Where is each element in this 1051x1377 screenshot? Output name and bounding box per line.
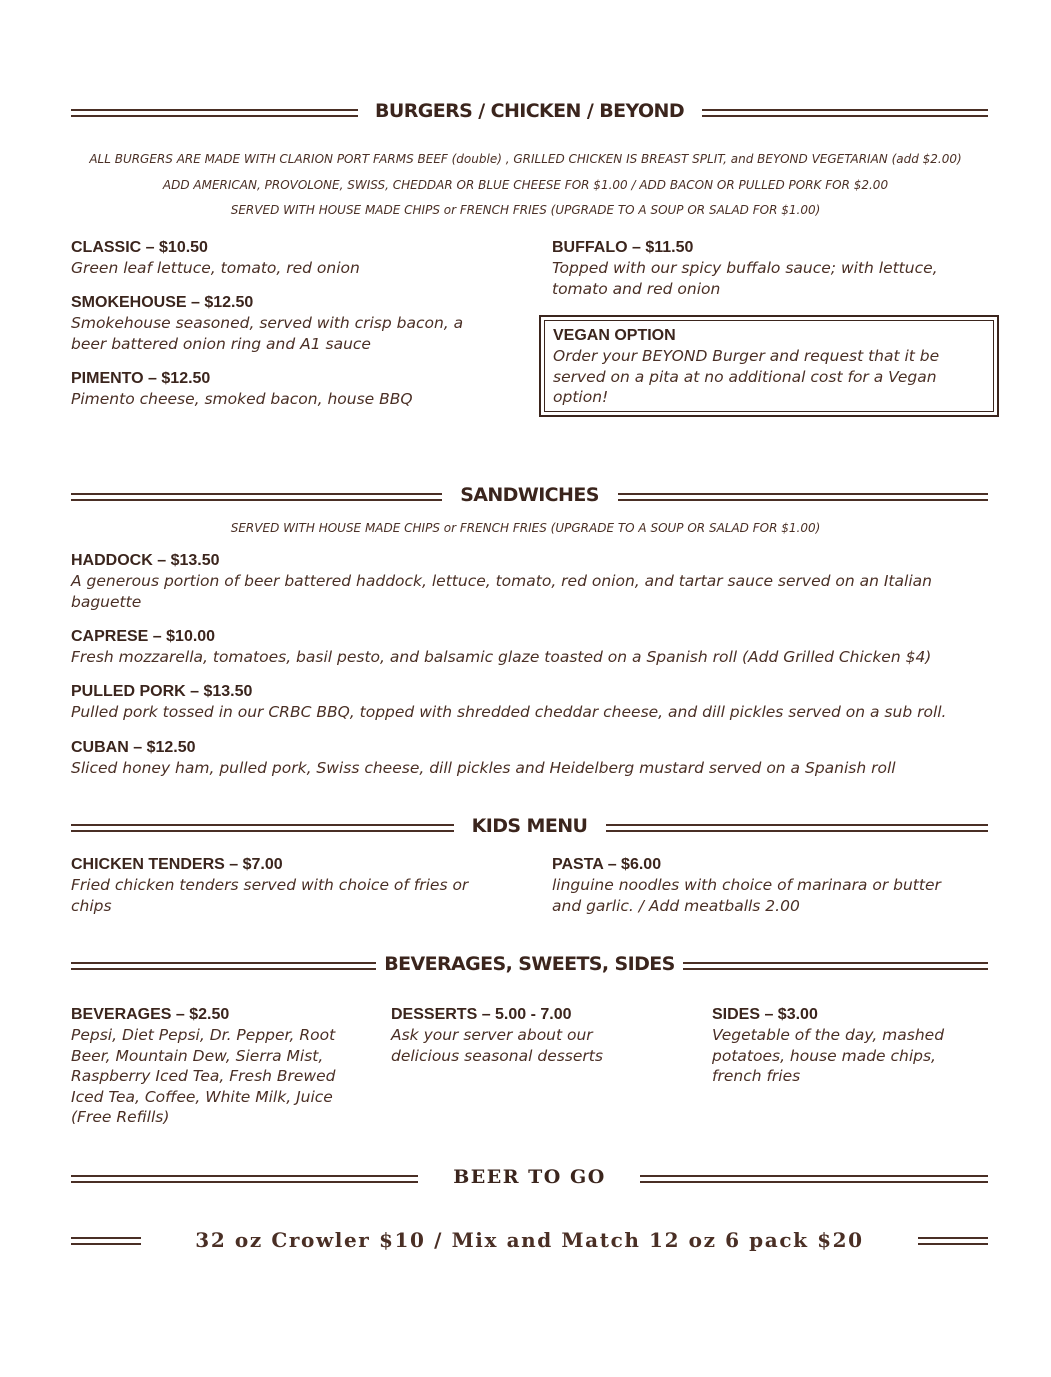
item-desc: Sliced honey ham, pulled pork, Swiss cheese, dill pickles and Heidelberg mustard served on a Spanish roll bbox=[71, 759, 896, 777]
beverages-section-header bbox=[71, 952, 988, 982]
beer-offer: 32 oz Crowler $10 / Mix and Match 12 oz 6 pack $20 bbox=[195, 1228, 864, 1252]
kids-title: KIDS MENU bbox=[471, 815, 588, 837]
item-name: DESSERTS – 5.00 - 7.00 bbox=[391, 1006, 572, 1023]
item-desc: Topped with our spicy buffalo sauce; with lettuce, tomato and red onion bbox=[552, 259, 938, 298]
menu-item-haddock bbox=[71, 551, 971, 612]
item-desc: Ask your server about our delicious seasonal desserts bbox=[391, 1026, 603, 1065]
item-name: SIDES – $3.00 bbox=[712, 1006, 818, 1023]
header-rule-right bbox=[640, 1175, 988, 1183]
item-desc: Pulled pork tossed in our CRBC BBQ, topped with shredded cheddar cheese, and dill pickles served on a sub roll. bbox=[71, 703, 947, 721]
header-rule-right bbox=[606, 824, 988, 832]
burgers-section-header bbox=[71, 99, 988, 129]
item-desc: Fried chicken tenders served with choice of fries or chips bbox=[71, 876, 469, 915]
menu-item-pasta bbox=[552, 855, 962, 916]
menu-item-pulled-pork bbox=[71, 682, 981, 723]
header-rule-right bbox=[702, 109, 988, 117]
kids-section-header bbox=[71, 814, 988, 844]
menu-item-desserts bbox=[391, 1005, 651, 1066]
menu-item-sides bbox=[712, 1005, 972, 1087]
sandwiches-section-header bbox=[71, 483, 988, 513]
burgers-title: BURGERS / CHICKEN / BEYOND bbox=[375, 100, 684, 122]
sandwiches-note: SERVED WITH HOUSE MADE CHIPS or FRENCH FRIES (UPGRADE TO A SOUP OR SALAD FOR $1.00) bbox=[230, 521, 821, 535]
item-name: PASTA – $6.00 bbox=[552, 856, 662, 873]
item-name: SMOKEHOUSE – $12.50 bbox=[71, 294, 254, 311]
burgers-note-2: ADD AMERICAN, PROVOLONE, SWISS, CHEDDAR OR BLUE CHEESE FOR $1.00 / ADD BACON OR PULLED PORK FOR $2.00 bbox=[162, 178, 889, 192]
menu-item-caprese bbox=[71, 627, 981, 668]
menu-item-classic bbox=[71, 238, 501, 279]
item-desc: Order your BEYOND Burger and request that it be served on a pita at no additional cost for a Vegan option! bbox=[553, 347, 940, 406]
item-desc: Smokehouse seasoned, served with crisp bacon, a beer battered onion ring and A1 sauce bbox=[71, 314, 464, 353]
beer-title: BEER TO GO bbox=[453, 1166, 606, 1188]
menu-item-buffalo bbox=[552, 238, 972, 299]
item-name: CHICKEN TENDERS – $7.00 bbox=[71, 856, 283, 873]
sandwiches-title: SANDWICHES bbox=[460, 484, 599, 506]
item-name: BEVERAGES – $2.50 bbox=[71, 1006, 230, 1023]
item-desc: Pimento cheese, smoked bacon, house BBQ bbox=[71, 390, 413, 408]
menu-item-chicken-tenders bbox=[71, 855, 481, 916]
item-name: PIMENTO – $12.50 bbox=[71, 370, 211, 387]
beer-section-header bbox=[71, 1165, 988, 1195]
header-rule-right bbox=[683, 962, 988, 970]
beer-offer-line bbox=[71, 1227, 988, 1257]
item-desc: linguine noodles with choice of marinara or butter and garlic. / Add meatballs 2.00 bbox=[552, 876, 941, 915]
item-name: VEGAN OPTION bbox=[553, 327, 676, 344]
item-desc: A generous portion of beer battered haddock, lettuce, tomato, red onion, and tartar sauce served on an Italian baguette bbox=[71, 572, 932, 611]
header-rule-right bbox=[618, 493, 988, 501]
item-desc: Fresh mozzarella, tomatoes, basil pesto, and balsamic glaze toasted on a Spanish roll (Add Grilled Chicken $4) bbox=[71, 648, 932, 666]
item-desc: Vegetable of the day, mashed potatoes, house made chips, french fries bbox=[712, 1026, 945, 1085]
offer-rule-right bbox=[918, 1237, 988, 1245]
item-name: HADDOCK – $13.50 bbox=[71, 552, 220, 569]
item-name: CLASSIC – $10.50 bbox=[71, 239, 208, 256]
menu-item-cuban bbox=[71, 738, 981, 779]
burgers-note-1: ALL BURGERS ARE MADE WITH CLARION PORT FARMS BEEF (double) , GRILLED CHICKEN IS BREAST SPLIT, and BEYOND VEGETARIAN (add $2.00) bbox=[89, 152, 962, 166]
burgers-note-3: SERVED WITH HOUSE MADE CHIPS or FRENCH FRIES (UPGRADE TO A SOUP OR SALAD FOR $1.00) bbox=[230, 203, 821, 217]
item-desc: Pepsi, Diet Pepsi, Dr. Pepper, Root Beer, Mountain Dew, Sierra Mist, Raspberry Iced Tea, Fresh Brewed Iced Tea, Coffee, White Milk, Juice (Free Refills) bbox=[71, 1026, 336, 1126]
menu-item-smokehouse bbox=[71, 293, 481, 354]
item-desc: Green leaf lettuce, tomato, red onion bbox=[71, 259, 360, 277]
menu-item-vegan bbox=[553, 326, 983, 408]
item-name: CAPRESE – $10.00 bbox=[71, 628, 216, 645]
menu-item-beverages bbox=[71, 1005, 341, 1128]
item-name: BUFFALO – $11.50 bbox=[552, 239, 694, 256]
beverages-title: BEVERAGES, SWEETS, SIDES bbox=[384, 953, 675, 975]
vegan-option-box bbox=[539, 315, 999, 417]
item-name: CUBAN – $12.50 bbox=[71, 739, 196, 756]
item-name: PULLED PORK – $13.50 bbox=[71, 683, 253, 700]
menu-item-pimento bbox=[71, 369, 501, 410]
